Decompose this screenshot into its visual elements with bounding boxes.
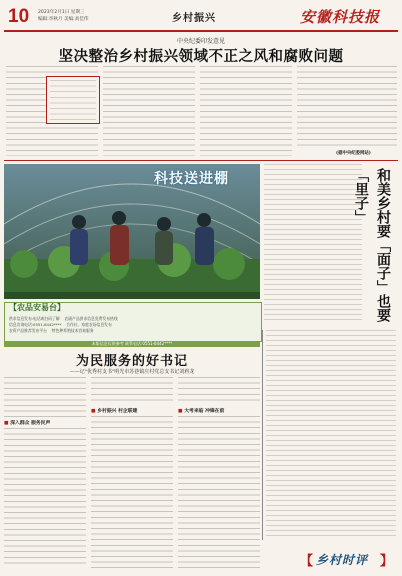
photo-feature	[4, 164, 260, 299]
subsection-marker-icon: ■	[178, 408, 183, 414]
bottom-article-headline: 为民服务的好书记	[75, 354, 188, 369]
section-title: 乡村振兴	[172, 13, 216, 24]
body-column	[91, 416, 173, 568]
body-column	[178, 416, 260, 568]
body-column	[297, 66, 397, 146]
ad-row: 信息咨询电话:0551-8442**** 合作社、家庭农场信息发布	[9, 322, 112, 327]
subsection-heading: ■ 乡村振兴 村企联建	[91, 408, 138, 414]
paper-name: 安徽科技报	[300, 8, 381, 26]
top-article-body	[6, 66, 398, 158]
header-rule	[4, 30, 398, 32]
page-number: 10	[8, 6, 30, 27]
top-article-headline: 坚决整治乡村振兴领域不正之风和腐败问题	[58, 48, 344, 65]
bottom-article-subhead: ——记"优秀村支书"明光市苏巷镇庄村党总支书记刘莉龙	[69, 369, 195, 375]
right-lower-body	[266, 330, 396, 540]
top-article-byline: (据中央纪委网站)	[336, 151, 371, 156]
footer-brand-box	[300, 546, 396, 570]
bracket-left-icon: 【	[300, 554, 314, 569]
subsection-marker-icon: ■	[4, 420, 9, 426]
ad-box	[4, 302, 262, 342]
body-column	[4, 428, 86, 568]
page-header	[4, 5, 398, 29]
subsection-heading: ■ 大考来临 冲锋在前	[178, 408, 225, 414]
ad-footer: 本版信息仅供参考 联系电话:0551-8442****	[4, 341, 260, 347]
top-article-kicker: 中央纪委印发意见	[176, 38, 225, 45]
body-column	[4, 377, 86, 417]
right-column-body	[264, 164, 362, 320]
subsection-heading: ■ 深入群众 服务民声	[4, 420, 51, 426]
body-column	[91, 377, 173, 405]
right-column	[264, 164, 398, 324]
photo-feature-title: 科技送进棚	[154, 171, 229, 187]
vertical-title: 和美乡村要「面子」也要「里子」	[353, 168, 391, 322]
bottom-article-body	[4, 377, 260, 572]
subsection-marker-icon: ■	[91, 408, 96, 414]
body-column	[178, 377, 260, 405]
editor-line: 编辑:李秋月 美编:高佳伟	[38, 17, 89, 22]
ad-row: 供求信息发布:电话或扫码了解 农副产品供求信息免费发布热线	[9, 316, 118, 321]
footer-brand: 乡村时评	[316, 553, 369, 567]
column-divider	[262, 330, 263, 540]
editor-note-box	[46, 76, 100, 124]
body-column	[103, 66, 195, 156]
ad-row: 农资产品推荐发布平台 特色种养殖技术咨询服务	[9, 328, 94, 333]
section-divider	[4, 160, 398, 161]
date-line: 2023年2月1日 星期三	[38, 10, 85, 15]
bracket-right-icon: 】	[380, 554, 394, 569]
body-column	[200, 66, 292, 156]
ad-box-title: 【农品安易台】	[9, 302, 65, 312]
